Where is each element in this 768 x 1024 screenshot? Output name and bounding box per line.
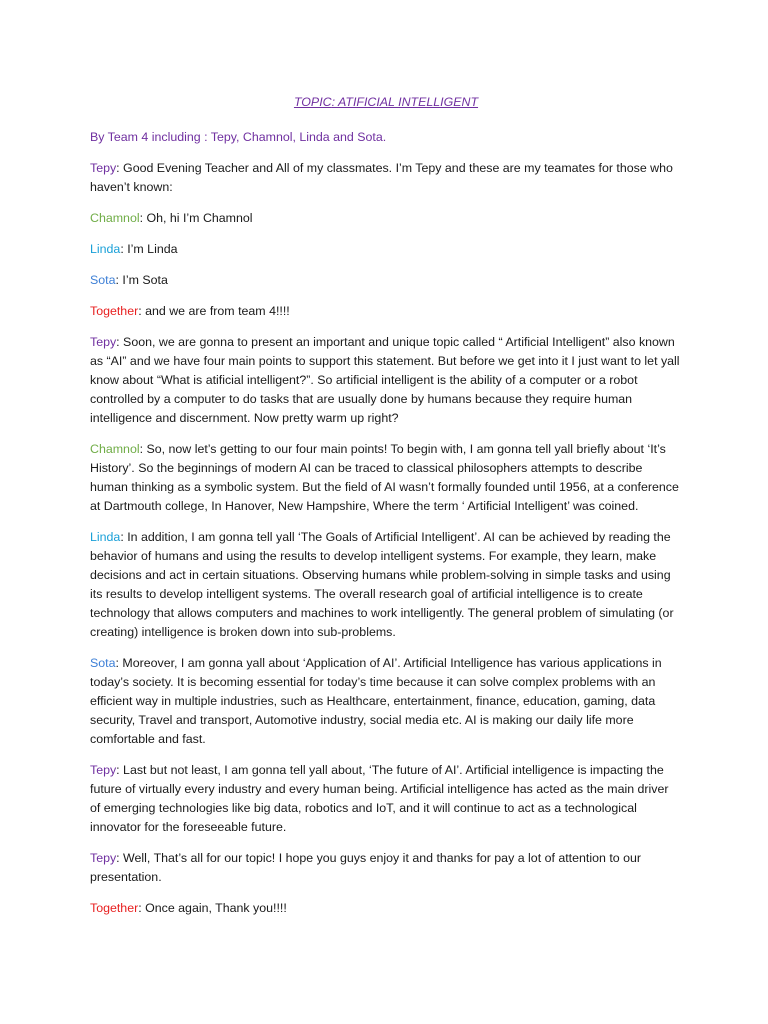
dialogue [90, 159, 682, 918]
dialogue-line [90, 209, 682, 228]
line-text: : I’m Sota [115, 273, 168, 287]
title-colon: : [331, 95, 339, 109]
dialogue-line [90, 333, 682, 428]
line-text: : I’m Linda [120, 242, 178, 256]
speaker-name: Sota [90, 656, 116, 670]
line-text: : Well, That’s all for our topic! I hope you guys enjoy it and thanks for pay a lot of attention to our presentation. [90, 851, 642, 884]
line-text: : and we are from team 4!!!! [138, 304, 290, 318]
byline: By Team 4 including : Tepy, Chamnol, Linda and Sota. [90, 130, 387, 144]
dialogue-line [90, 159, 682, 197]
speaker-name: Tepy [90, 851, 117, 865]
dialogue-line [90, 761, 682, 837]
line-text: : Oh, hi I’m Chamnol [139, 211, 253, 225]
document-title [90, 94, 682, 110]
speaker-name: Together [90, 901, 139, 915]
line-text: : Last but not least, I am gonna tell yall about, ‘The future of AI’. Artificial intelligence is impacting the future of virtually every industry and every human being. Artificial intelligence has acted as the main driver of emerging technologies like big data, robotics and IoT, and it will continue to act as a technological innovator for the foreseeable future. [90, 763, 669, 834]
line-text: : Good Evening Teacher and All of my classmates. I’m Tepy and these are my teamates for those who haven’t known: [90, 161, 673, 194]
title-main: ATIFICIAL INTELLIGENT [338, 95, 479, 109]
speaker-name: Tepy [90, 335, 117, 349]
speaker-name: Tepy [90, 763, 117, 777]
line-text: : So, now let’s getting to our four main points! To begin with, I am gonna tell yall briefly about ‘It’s History’. So the beginnings of modern AI can be traced to classical philosophers attempts to describe human thinking as a symbolic system. But the field of AI wasn’t formally founded until 1956, at a conference at Dartmouth college, In Hanover, New Hampshire, Where the term ‘ Artificial Intelligent’ was coined. [90, 442, 679, 513]
speaker-name: Linda [90, 242, 121, 256]
dialogue-line [90, 271, 682, 290]
speaker-name: Chamnol [90, 211, 140, 225]
speaker-name: Tepy [90, 161, 117, 175]
speaker-name: Together [90, 304, 139, 318]
dialogue-line [90, 440, 682, 516]
dialogue-line [90, 849, 682, 887]
line-text: : In addition, I am gonna tell yall ‘The Goals of Artificial Intelligent’. AI can be achieved by reading the behavior of humans and using the results to develop intelligent systems. For example, they learn, make decisions and act in certain situations. Observing humans while problem-solving in simple tasks and using its results to develop intelligent systems. The overall research goal of artificial intelligence is to create technology that allows computers and machines to work intelligently. The general problem of simulating (or creating) intelligence is broken down into sub-problems. [90, 530, 674, 639]
speaker-name: Linda [90, 530, 121, 544]
speaker-name: Chamnol [90, 442, 140, 456]
line-text: : Moreover, I am gonna yall about ‘Application of AI’. Artificial Intelligence has various applications in today’s society. It is becoming essential for today’s time because it can solve complex problems with an efficient way in multiple industries, such as Healthcare, entertainment, finance, education, gaming, data security, Travel and transport, Automotive industry, social media etc. AI is making our daily life more comfortable and fast. [90, 656, 662, 746]
speaker-name: Sota [90, 273, 116, 287]
dialogue-line [90, 899, 682, 918]
dialogue-line [90, 240, 682, 259]
line-text: : Once again, Thank you!!!! [138, 901, 287, 915]
title-prefix: TOPIC [293, 95, 332, 109]
dialogue-line [90, 654, 682, 749]
dialogue-line [90, 302, 682, 321]
line-text: : Soon, we are gonna to present an important and unique topic called “ Artificial Intelligent” also known as “AI” and we have four main points to support this statement. But before we get into it I just want to let yall know about “What is atificial intelligent?”. So artificial intelligent is the ability of a computer or a robot controlled by a computer to do tasks that are usually done by humans because they require human intelligence and discernment. Now pretty warm up right? [90, 335, 680, 425]
dialogue-line [90, 528, 682, 642]
